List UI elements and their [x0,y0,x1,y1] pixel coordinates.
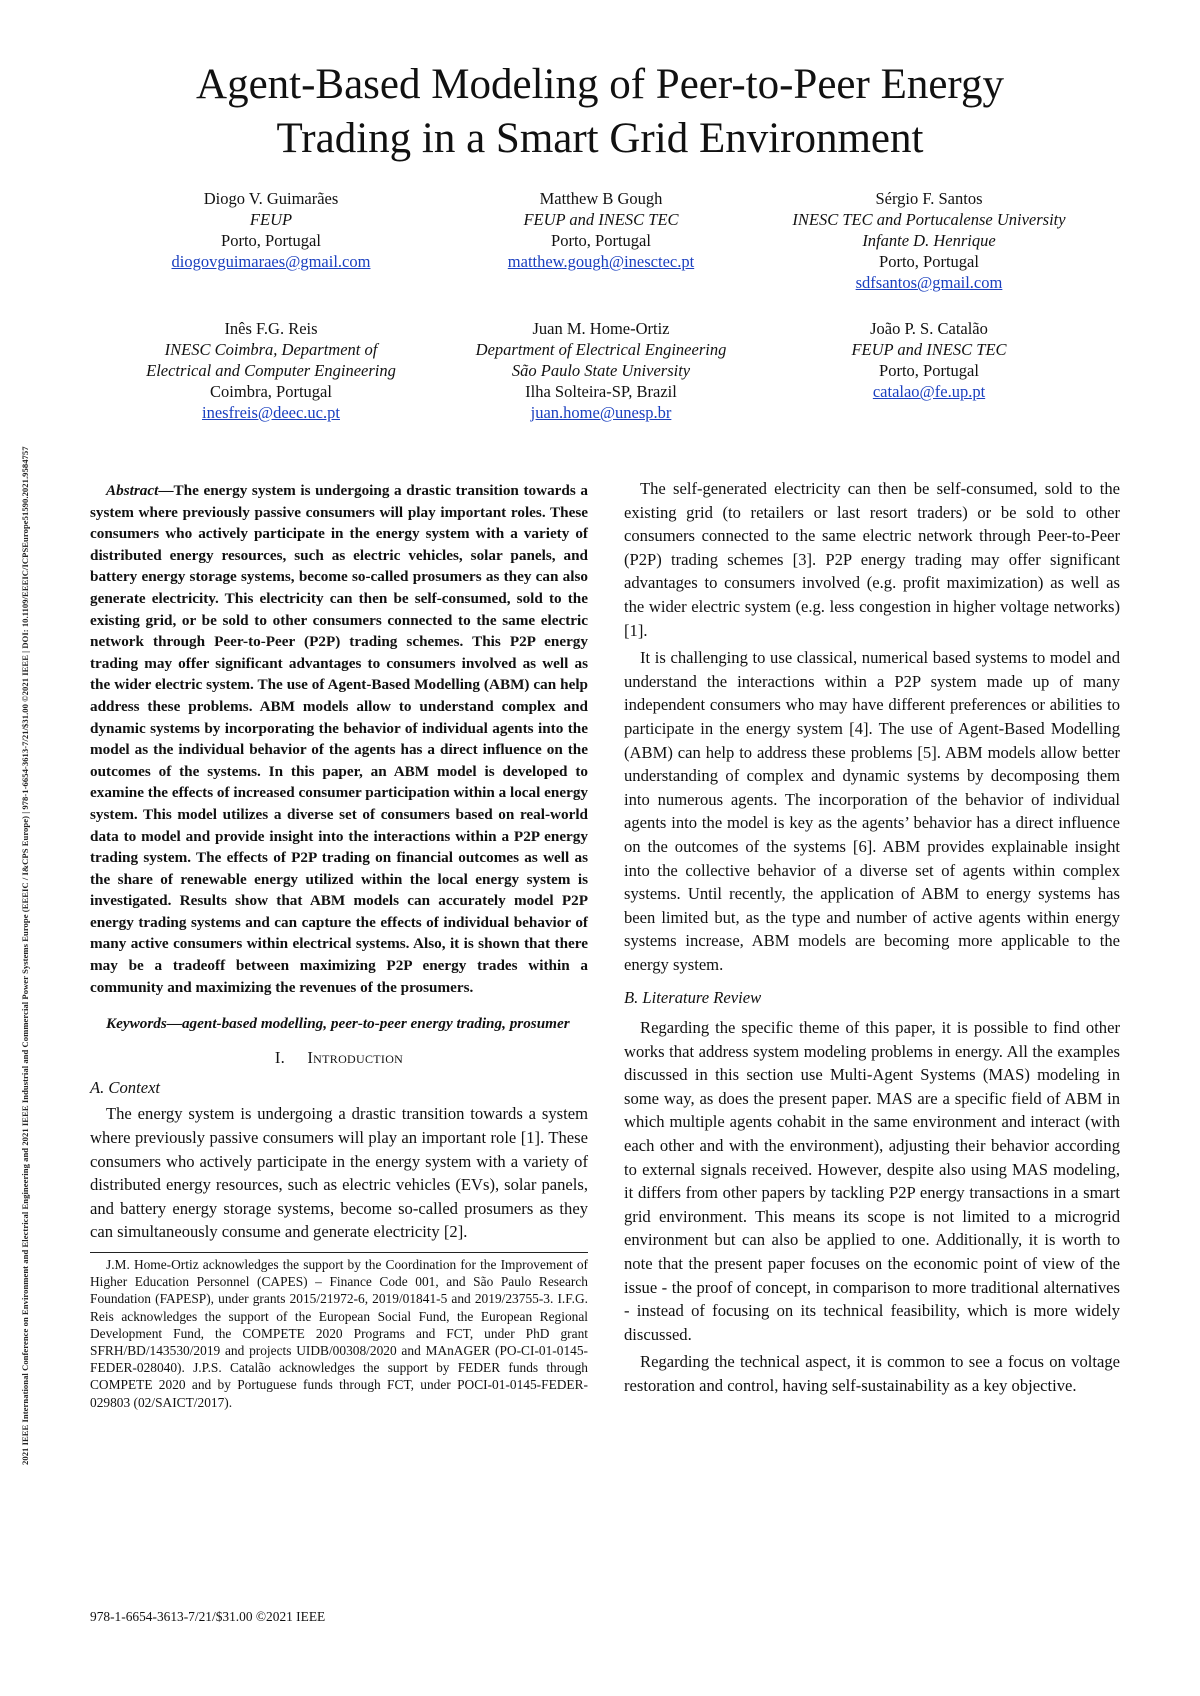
subsection-heading: A. Context [90,1077,161,1097]
right-column [624,477,1120,1398]
author-affiliation-line-2: São Paulo State University [511,361,691,380]
author-affiliation-line-2: Electrical and Computer Engineering [146,361,396,380]
author-name: Sérgio F. Santos [875,189,983,208]
author-email-link[interactable]: sdfsantos@gmail.com [855,273,1003,292]
abstract-lead: Abstract [106,482,159,499]
footnote [90,1256,588,1411]
author-email-link[interactable]: inesfreis@deec.uc.pt [202,403,340,422]
author-location: Porto, Portugal [551,231,651,250]
body-paragraph: Regarding the specific theme of this paper, it is possible to find other works that address system modeling problems in energy. All the examples discussed in this section use Multi-Agent Systems (MAS) modeling in some way, as does the present paper. MAS are a specific field of ABM in which multiple agents cohabit in the same environment and interact (with each other and with the environment), adjusting their behavior according to external signals received. However, despite also using MAS modeling, it differs from other papers by tackling P2P energy transactions in a smart grid environment. This means its scope is not limited to a microgrid environment but can also be applied to one. Additionally, it is worth to note that the present paper focuses on the economic point of view of the issue - the proof of concept, in comparison to more traditional alternatives - instead of focusing on its technical feasibility, which is more widely discussed. [624,1018,1120,1344]
title-line-1: Agent-Based Modeling of Peer-to-Peer Energy [196,61,1004,108]
sidebar-citation [18,175,34,1465]
subsection-heading: B. Literature Review [624,988,762,1008]
author-name: Juan M. Home-Ortiz [532,319,670,338]
author-affiliation-line-2: Infante D. Henrique [862,231,996,250]
abstract [90,480,588,998]
left-column [90,480,588,1411]
author-affiliation: Department of Electrical Engineering [475,340,727,359]
keywords [90,1013,588,1034]
author-email-link[interactable]: catalao@fe.up.pt [872,382,986,401]
title-line-2: Trading in a Smart Grid Environment [276,115,924,162]
author-email-link[interactable]: matthew.gough@inesctec.pt [507,252,695,271]
author-affiliation: FEUP and INESC TEC [851,340,1007,359]
author-email-link[interactable]: diogovguimaraes@gmail.com [171,252,371,271]
author-location: Coimbra, Portugal [210,382,332,401]
abstract-text: —The energy system is undergoing a drastic transition towards a system where previously passive consumers will play important roles. These consumers who actively participate in the energy system with a variety of distributed energy resources, such as electric vehicles, solar panels, and battery energy storage systems, become so-called prosumers as they can also generate electricity. This electricity can then be self-consumed, sold to the existing grid, or be sold to other consumers connected to the same electric network through Peer-to-Peer (P2P) trading schemes. This P2P energy trading may offer significant advantages to consumers involved as well as the wider electric system. The use of Agent-Based Modelling (ABM) can help address these problems. ABM models allow to understand complex and dynamic systems by incorporating the behavior of individual agents into the model as the individual behavior of the agents has a direct influence on the outcomes of the systems. In this paper, an ABM model is developed to examine the effects of increased consumer participation within a local energy system. This model utilizes a diverse set of consumers based on real-world data to model and provide insight into the interactions within a P2P energy trading system. The effects of P2P trading on financial outcomes as well as the share of renewable energy utilized within the local energy system is investigated. Results show that ABM models can accurately model P2P energy trading systems and can capture the effects of individual behavior of many active consumers within electrical systems. Also, it is shown that there may be a tradeoff between maximizing P2P energy trades within a community and maximizing the revenues of the prosumers. [90,482,589,996]
author-affiliation: FEUP [249,210,293,229]
keywords-lead: Keywords [106,1015,167,1033]
author-affiliation: INESC Coimbra, Department of [164,340,378,359]
author-location: Ilha Solteira-SP, Brazil [525,382,677,401]
paper-title [90,58,1110,166]
body-paragraph: The energy system is undergoing a drastic transition towards a system where previously passive consumers will play an important role [1]. These consumers who actively participate in the energy system with a variety of distributed energy resources, such as electric vehicles (EVs), solar panels, and battery energy storage systems, become so-called prosumers as they can simultaneously consume and generate electricity [2]. [90,1104,588,1242]
footnote-divider [90,1252,588,1253]
author-location: Porto, Portugal [221,231,321,250]
keywords-text: —agent-based modelling, peer-to-peer energy trading, prosumer [166,1015,570,1033]
body-paragraph: The self-generated electricity can then be self-consumed, sold to the existing grid (to retailers or last resort traders) or be sold to other consumers connected to the same electric network through Peer-to-Peer (P2P) trading schemes [3]. P2P energy trading may offer significant advantages to consumers involved (e.g. profit maximization) as well as the wider electric system (e.g. less congestion in higher voltage networks) [1]. [624,479,1120,640]
section-heading [90,1046,588,1070]
author-email-link[interactable]: juan.home@unesp.br [530,403,672,422]
author-block [436,318,766,423]
author-affiliation: INESC TEC and Portucalense University [792,210,1066,229]
author-name: Matthew B Gough [539,189,663,208]
sidebar-citation-text: 2021 IEEE International Conference on Environment and Electrical Engineering and 2021 IEEE Industrial and Commercial Power Systems Europe (EEEIC / I&CPS Europe) | 978-1-6654-3613-7/21/$31.00 ©2021 IEEE | DOI: 10.1109/EEEIC/ICPSEurope51590.2021.9584757 [20,446,30,1465]
footnote-text: J.M. Home-Ortiz acknowledges the support by the Coordination for the Improvement of Higher Education Personnel (CAPES) – Finance Code 001, and São Paulo Research Foundation (FAPESP), under grants 2015/21972-6, 2019/01841-5 and 2019/23755-3. I.F.G. Reis acknowledges the support of the European Social Fund, the European Regional Development Fund, the COMPETE 2020 Programs and FCT, under PhD grant SFRH/BD/143530/2019 and projects UIDB/00308/2020 and MAnAGER (PO-CI-01-0145-FEDER-028040). J.P.S. Catalão acknowledges the support by FEDER funds through COMPETE 2020 and by Portuguese funds through FCT, under POCI-01-0145-FEDER-029803 (02/SAICT/2017). [90,1257,588,1410]
author-block [764,188,1094,293]
author-name: Inês F.G. Reis [224,319,318,338]
body-paragraph: Regarding the technical aspect, it is common to see a focus on voltage restoration and control, having self-sustainability as a key objective. [624,1352,1120,1395]
author-location: Porto, Portugal [879,361,979,380]
author-block [106,318,436,423]
author-affiliation: FEUP and INESC TEC [523,210,679,229]
section-title: Introduction [307,1048,404,1068]
copyright-line: 978-1-6654-3613-7/21/$31.00 ©2021 IEEE [90,1609,326,1624]
author-name: Diogo V. Guimarães [203,189,339,208]
author-location: Porto, Portugal [879,252,979,271]
author-block [436,188,766,272]
section-number: I. [274,1048,286,1068]
author-block [764,318,1094,402]
author-name: João P. S. Catalão [870,319,988,338]
author-block [106,188,436,272]
body-paragraph: It is challenging to use classical, numerical based systems to model and understand the interactions within a P2P system made up of many independent consumers who may have different preferences or abilities to participate in the energy system [4]. The use of Agent-Based Modelling (ABM) can help to address these problems [5]. ABM models allow better understanding of complex and dynamic systems by decomposing them into numerous agents. The incorporation of the behavior of individual agents into the model is key as the agents’ behavior has a direct influence on the outcomes of the systems [6]. ABM provides explainable insight into the collective behavior of a diverse set of agents within complex systems. Until recently, the application of ABM to energy systems has been limited but, as the type and number of active agents within energy systems increase, ABM models are becoming more applicable to the energy system. [624,648,1120,974]
